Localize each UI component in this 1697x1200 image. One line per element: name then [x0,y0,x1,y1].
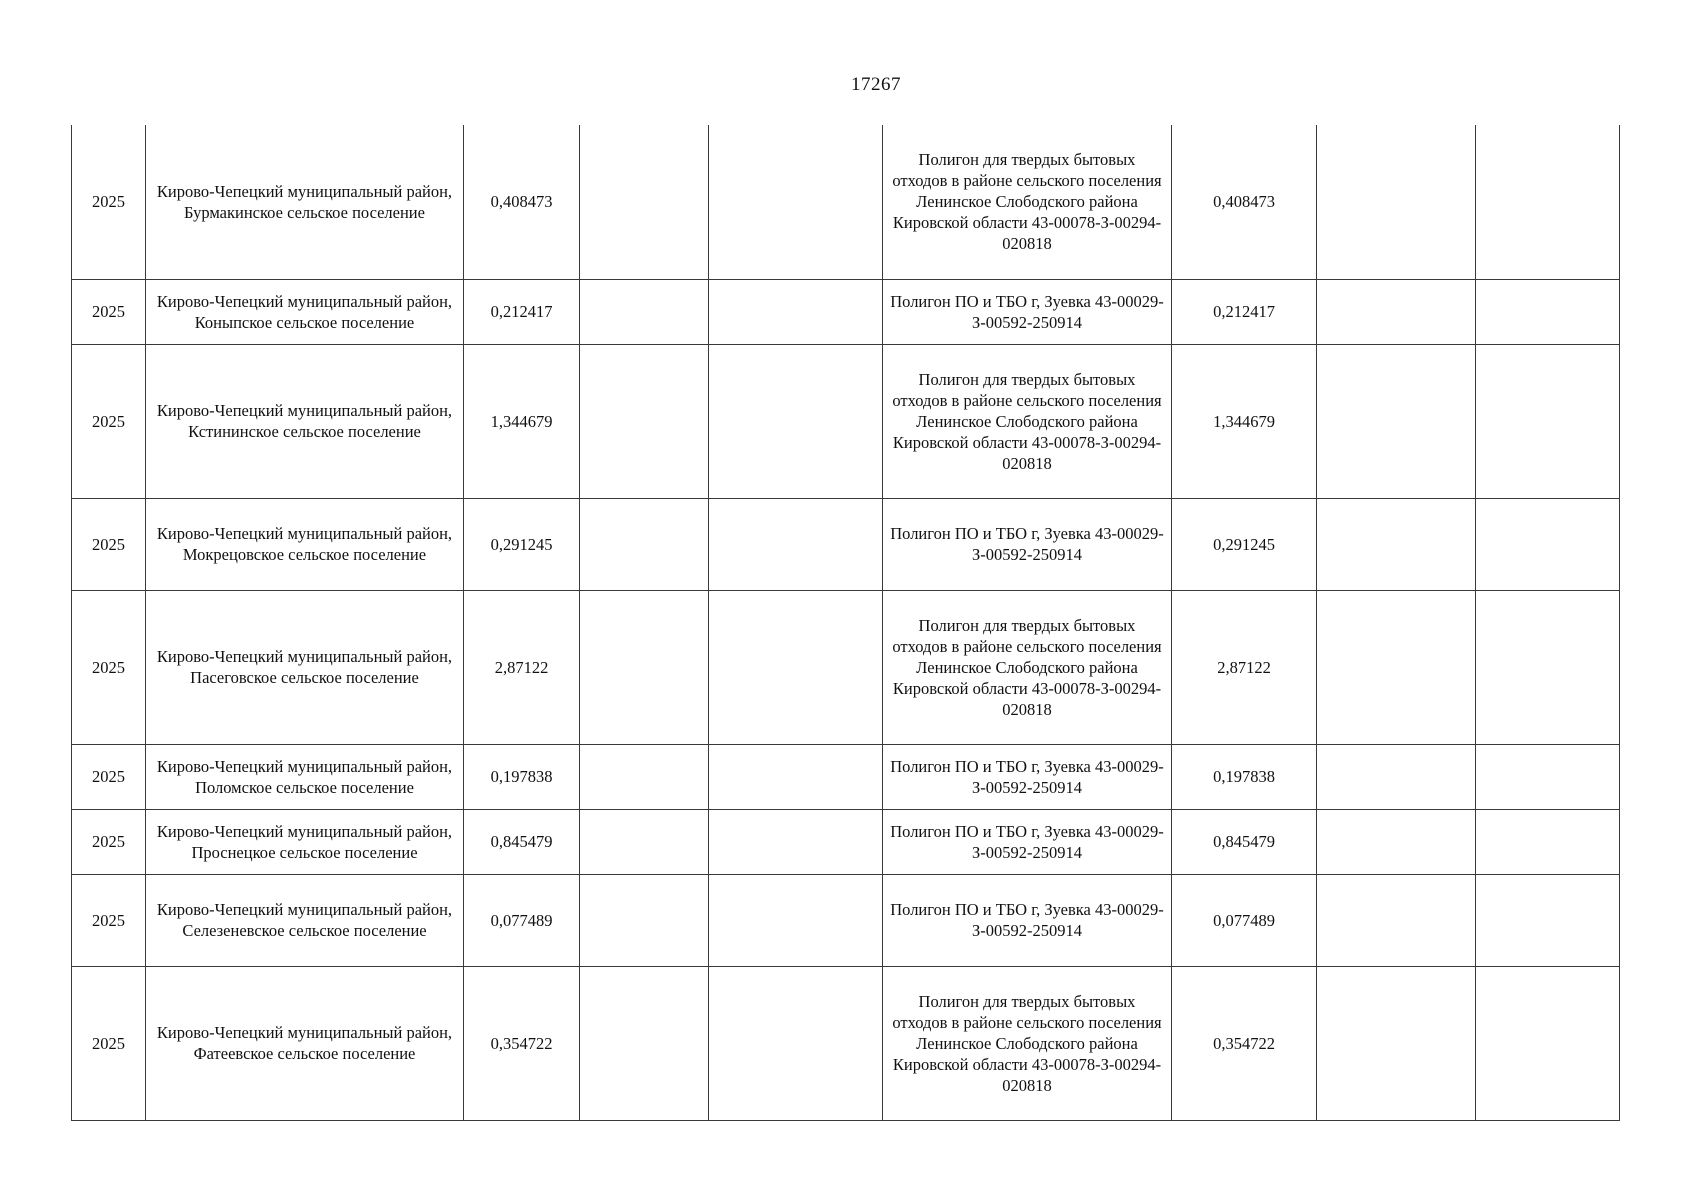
amount-cell: 0,197838 [464,744,580,809]
empty-cell [580,590,709,744]
table-row [72,809,1620,874]
table-row [72,744,1620,809]
table-row [72,874,1620,966]
year-cell: 2025 [72,874,146,966]
empty-cell [580,279,709,344]
area-cell: Кирово-Чепецкий муниципальный район, Поломское сельское поселение [146,744,464,809]
amount2-cell: 0,291245 [1172,498,1317,590]
year-cell: 2025 [72,809,146,874]
year-cell: 2025 [72,344,146,498]
empty-cell [580,344,709,498]
empty-cell [1476,279,1620,344]
empty-cell [1317,590,1476,744]
empty-cell [1317,809,1476,874]
object-cell: Полигон ПО и ТБО г, Зуевка 43-00029-З-00592-250914 [883,498,1172,590]
empty-cell [1476,344,1620,498]
object-cell: Полигон ПО и ТБО г, Зуевка 43-00029-З-00592-250914 [883,279,1172,344]
data-table [71,125,1620,1121]
year-cell: 2025 [72,744,146,809]
empty-cell [1476,590,1620,744]
amount-cell: 2,87122 [464,590,580,744]
amount2-cell: 0,845479 [1172,809,1317,874]
empty-cell [580,744,709,809]
empty-cell [1476,874,1620,966]
table-row [72,498,1620,590]
empty-cell [709,279,883,344]
empty-cell [1317,125,1476,279]
empty-cell [1476,125,1620,279]
object-cell: Полигон для твердых бытовых отходов в районе сельского поселения Ленинское Слободского района Кировской области 43-00078-З-00294-020818 [883,966,1172,1120]
amount-cell: 0,212417 [464,279,580,344]
empty-cell [1317,874,1476,966]
table-row [72,344,1620,498]
year-cell: 2025 [72,498,146,590]
amount-cell: 0,077489 [464,874,580,966]
empty-cell [580,809,709,874]
empty-cell [1317,344,1476,498]
empty-cell [709,125,883,279]
area-cell: Кирово-Чепецкий муниципальный район, Кстининское сельское поселение [146,344,464,498]
empty-cell [1317,966,1476,1120]
empty-cell [1476,809,1620,874]
year-cell: 2025 [72,966,146,1120]
empty-cell [709,966,883,1120]
area-cell: Кирово-Чепецкий муниципальный район, Мокрецовское сельское поселение [146,498,464,590]
table-row [72,590,1620,744]
amount2-cell: 0,408473 [1172,125,1317,279]
area-cell: Кирово-Чепецкий муниципальный район, Бурмакинское сельское поселение [146,125,464,279]
amount-cell: 1,344679 [464,344,580,498]
empty-cell [1476,498,1620,590]
amount-cell: 0,354722 [464,966,580,1120]
empty-cell [709,590,883,744]
amount2-cell: 0,354722 [1172,966,1317,1120]
empty-cell [580,125,709,279]
table-row [72,966,1620,1120]
empty-cell [580,874,709,966]
area-cell: Кирово-Чепецкий муниципальный район, Фатеевское сельское поселение [146,966,464,1120]
area-cell: Кирово-Чепецкий муниципальный район, Проснецкое сельское поселение [146,809,464,874]
empty-cell [1317,279,1476,344]
object-cell: Полигон для твердых бытовых отходов в районе сельского поселения Ленинское Слободского района Кировской области 43-00078-З-00294-020818 [883,590,1172,744]
empty-cell [709,809,883,874]
area-cell: Кирово-Чепецкий муниципальный район, Коныпское сельское поселение [146,279,464,344]
year-cell: 2025 [72,279,146,344]
page-number: 17267 [851,74,901,95]
empty-cell [580,966,709,1120]
empty-cell [709,344,883,498]
empty-cell [1317,498,1476,590]
year-cell: 2025 [72,590,146,744]
amount2-cell: 1,344679 [1172,344,1317,498]
object-cell: Полигон для твердых бытовых отходов в районе сельского поселения Ленинское Слободского района Кировской области 43-00078-З-00294-020818 [883,344,1172,498]
empty-cell [1476,966,1620,1120]
area-cell: Кирово-Чепецкий муниципальный район, Селезеневское сельское поселение [146,874,464,966]
empty-cell [1317,744,1476,809]
amount2-cell: 2,87122 [1172,590,1317,744]
empty-cell [709,744,883,809]
amount-cell: 0,845479 [464,809,580,874]
empty-cell [709,874,883,966]
amount-cell: 0,408473 [464,125,580,279]
amount2-cell: 0,197838 [1172,744,1317,809]
object-cell: Полигон ПО и ТБО г, Зуевка 43-00029-З-00592-250914 [883,809,1172,874]
empty-cell [709,498,883,590]
empty-cell [580,498,709,590]
table-row [72,125,1620,279]
table-row [72,279,1620,344]
amount2-cell: 0,212417 [1172,279,1317,344]
object-cell: Полигон ПО и ТБО г, Зуевка 43-00029-З-00592-250914 [883,744,1172,809]
amount-cell: 0,291245 [464,498,580,590]
year-cell: 2025 [72,125,146,279]
area-cell: Кирово-Чепецкий муниципальный район, Пасеговское сельское поселение [146,590,464,744]
object-cell: Полигон для твердых бытовых отходов в районе сельского поселения Ленинское Слободского района Кировской области 43-00078-З-00294-020818 [883,125,1172,279]
empty-cell [1476,744,1620,809]
object-cell: Полигон ПО и ТБО г, Зуевка 43-00029-З-00592-250914 [883,874,1172,966]
amount2-cell: 0,077489 [1172,874,1317,966]
